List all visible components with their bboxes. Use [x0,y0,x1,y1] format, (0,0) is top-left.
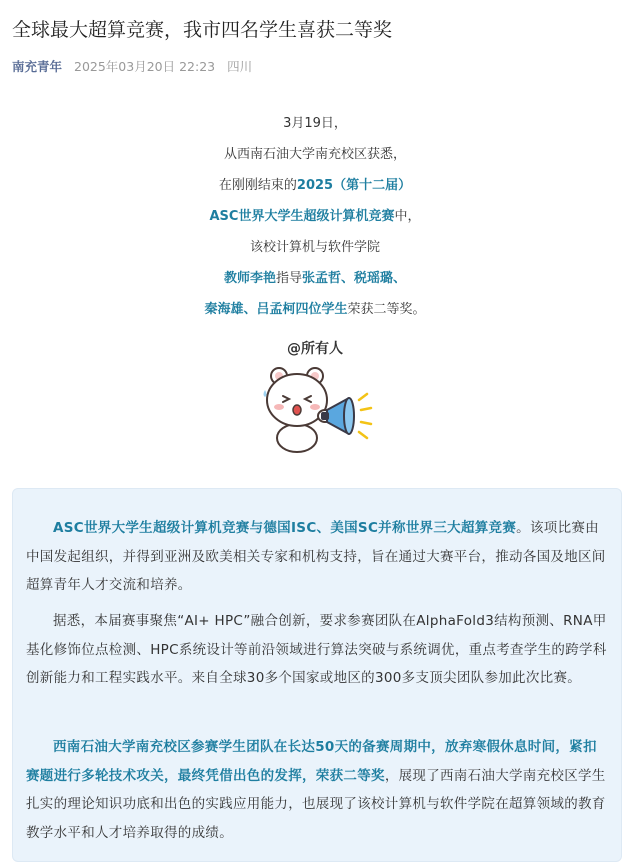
intro-text: 在刚刚结束的 [218,178,297,193]
intro-highlight: 张孟哲、税瑶璐、 [302,271,407,286]
intro-block [0,108,630,325]
body-text: ，展现了西南石油大学南充校区学生扎实的理论知识功底和出色的实践应用能力，也展现了该校计算机与软件学院在超算领域的教育教学水平和人才培养取得的成绩。 [26,767,606,841]
megaphone-bear-icon [255,360,375,455]
body-paragraph [26,514,610,600]
intro-highlight: 秦海雄、吕孟柯四位学生 [204,302,348,317]
publish-location: 四川 [227,59,253,74]
article-title: 全球最大超算竞赛，我市四名学生喜获二等奖 [12,19,393,41]
body-text: 。该项比赛由中国发起组织，并得到亚洲及欧美相关专家和机构支持，旨在通过大赛平台，推动各国及地区间超算青年人才交流和培养。 [26,520,606,593]
intro-line: 该校计算机与软件学院 [249,240,380,255]
intro-highlight: ASC世界大学生超级计算机竞赛 [209,209,395,224]
intro-line [0,263,630,294]
body-highlight: ASC世界大学生超级计算机竞赛与德国ISC、美国SC并称世界三大超算竞赛 [53,520,517,536]
intro-line: 3月19日， [283,116,347,131]
intro-text: 荣获二等奖。 [347,302,426,317]
mention-all-label: @所有人 [287,341,343,357]
intro-line [0,294,630,325]
intro-line: 从西南石油大学南充校区获悉， [223,147,406,162]
intro-text: 指导 [275,271,302,286]
body-paragraph [26,733,610,847]
intro-text: 中， [394,209,421,224]
intro-line [0,170,630,201]
intro-highlight: 教师李艳 [223,271,276,286]
article-meta [12,57,252,75]
intro-line [0,201,630,232]
account-link[interactable]: 南充青年 [12,59,63,74]
body-highlight: 西南石油大学南充校区参赛学生团队在长达50天的备赛周期中，放弃寒假休息时间，紧扣赛题进行多轮技术攻关，最终凭借出色的发挥，荣获二等奖 [26,739,597,784]
intro-highlight: 2025（第十二届） [296,178,412,193]
body-paragraph: 据悉，本届赛事聚焦“AI+ HPC”融合创新，要求参赛团队在AlphaFold3结构预测、RNA甲基化修饰位点检测、HPC系统设计等前沿领域进行算法突破与系统调优，重点考查学生的跨学科创新能力和工程实践水平。来自全球30多个国家或地区的300多支顶尖团队参加此次比赛。 [26,613,607,686]
publish-time: 2025年03月20日 22:23 [74,59,216,74]
